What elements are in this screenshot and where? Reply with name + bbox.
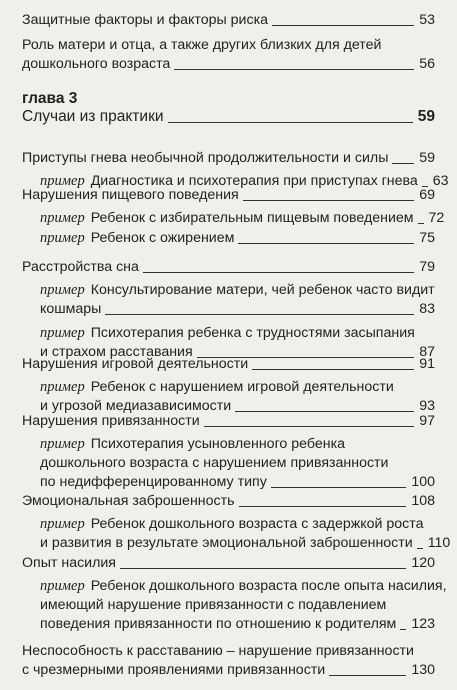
- section-page: 79: [419, 259, 435, 275]
- section-page: 130: [411, 662, 435, 678]
- leader-line: [174, 69, 414, 70]
- example-title: поведения привязанности по отношению к родителям: [40, 616, 397, 632]
- toc-example-line: [40, 436, 435, 453]
- section-title: Нарушения игровой деятельности: [22, 356, 249, 372]
- toc-example-line: [40, 301, 435, 318]
- leader-line: [120, 568, 406, 569]
- example-title: Ребенок дошкольного возраста с задержкой роста: [90, 516, 424, 532]
- toc-section: [22, 187, 435, 204]
- leader-line: [252, 369, 414, 370]
- toc-entry-page: 53: [419, 12, 435, 28]
- toc-entry-title: Защитные факторы и факторы риска: [22, 12, 268, 28]
- section-page: 120: [411, 555, 435, 571]
- example-title: Психотерапия усыновленного ребенка: [90, 436, 345, 452]
- section-page: 97: [419, 413, 435, 429]
- toc-example-line: [40, 325, 435, 342]
- leader-line: [204, 426, 415, 427]
- example-title: Ребенок с нарушением игровой деятельности: [90, 379, 394, 395]
- example-page: 87: [419, 344, 435, 360]
- example-label: пример: [40, 516, 85, 532]
- example-title: по недифференцированному типу: [40, 474, 267, 490]
- leader-line: [271, 487, 407, 488]
- example-title: Ребенок с избирательным пищевым поведением: [90, 210, 414, 226]
- leader-line: [392, 163, 414, 164]
- section-page: 69: [419, 187, 435, 203]
- toc-entry-title: дошкольного возраста: [22, 56, 171, 72]
- toc-example-line: [40, 597, 435, 614]
- section-title: Приступы гнева необычной продолжительности и силы: [22, 150, 389, 166]
- example-label: пример: [40, 282, 85, 298]
- example-page: 93: [419, 398, 435, 414]
- leader-line: [418, 223, 424, 224]
- example-title: и угрозой медиазависимости: [40, 398, 232, 414]
- example-title: Ребенок с ожирением: [90, 230, 235, 246]
- toc-example-line: [40, 616, 435, 633]
- leader-line: [243, 200, 414, 201]
- toc-entry: [22, 12, 435, 29]
- section-title: с чрезмерными проявлениями привязанности: [22, 662, 326, 678]
- example-page: 75: [419, 230, 435, 246]
- section-page: 91: [419, 356, 435, 372]
- toc-section: [22, 555, 435, 572]
- toc-section: [22, 356, 435, 373]
- section-title: Нарушения привязанности: [22, 413, 200, 429]
- leader-line: [238, 243, 414, 244]
- toc-example-line: [40, 474, 435, 491]
- chapter-title: Случаи из практики: [22, 108, 164, 125]
- example-title: Ребенок дошкольного возраста после опыта насилия,: [90, 578, 447, 594]
- example-label: пример: [40, 578, 85, 594]
- example-title: дошкольного возраста с нарушением привязанности: [40, 455, 389, 471]
- section-page: 108: [411, 493, 435, 509]
- section-title: Расстройства сна: [22, 259, 139, 275]
- toc-example-line: [40, 230, 435, 247]
- toc-section: [22, 643, 435, 660]
- toc-section: [22, 413, 435, 430]
- example-title: Консультирование матери, чей ребенок часто видит: [90, 282, 435, 298]
- chapter-number: глава 3: [22, 90, 78, 107]
- toc-entry-title: Роль матери и отца, а также других близких для детей: [22, 37, 382, 53]
- toc-example-line: [40, 516, 435, 533]
- toc-example-line: [40, 210, 445, 227]
- toc-example-line: [40, 535, 451, 552]
- toc-entry-page: 56: [419, 56, 435, 72]
- leader-line: [329, 675, 406, 676]
- leader-line: [168, 122, 413, 123]
- section-title: Неспособность к расставанию – нарушение привязанности: [22, 643, 414, 659]
- leader-line: [417, 548, 423, 549]
- toc-example-line: [40, 379, 435, 396]
- section-page: 59: [419, 150, 435, 166]
- toc-entry-line: [22, 37, 435, 54]
- example-title: кошмары: [40, 301, 102, 317]
- toc-entry: [22, 56, 435, 73]
- example-page: 83: [419, 301, 435, 317]
- toc-example-line: [40, 282, 435, 299]
- leader-line: [239, 506, 407, 507]
- example-title: Диагностика и психотерапия при приступах гнева: [90, 173, 418, 189]
- leader-line: [235, 411, 414, 412]
- section-title: Опыт насилия: [22, 555, 116, 571]
- example-page: 110: [427, 535, 451, 551]
- example-label: пример: [40, 210, 85, 226]
- example-page: 63: [432, 173, 449, 189]
- example-label: пример: [40, 325, 85, 341]
- example-label: пример: [40, 379, 85, 395]
- toc-section: [22, 150, 435, 167]
- chapter-title-row: [22, 108, 435, 126]
- example-title: Психотерапия ребенка с трудностями засыпания: [90, 325, 415, 341]
- toc-section: [22, 259, 435, 276]
- example-label: пример: [40, 230, 85, 246]
- leader-line: [272, 25, 414, 26]
- example-label: пример: [40, 173, 85, 189]
- example-title: и страхом расставания: [40, 344, 193, 360]
- example-page: 100: [411, 474, 435, 490]
- leader-line: [400, 629, 406, 630]
- example-title: и развития в результате эмоциональной заброшенности: [40, 535, 413, 551]
- example-label: пример: [40, 436, 85, 452]
- toc-section: [22, 662, 435, 679]
- example-page: 123: [411, 616, 435, 632]
- leader-line: [105, 314, 414, 315]
- example-title: имеющий нарушение привязанности с подавлением: [40, 597, 387, 613]
- toc-section: [22, 493, 435, 510]
- toc-example-line: [40, 578, 447, 595]
- toc-example-line: [40, 455, 435, 472]
- section-title: Нарушения пищевого поведения: [22, 187, 239, 203]
- section-title: Эмоциональная заброшенность: [22, 493, 235, 509]
- example-page: 72: [428, 210, 445, 226]
- chapter-page: 59: [417, 108, 435, 125]
- leader-line: [143, 272, 414, 273]
